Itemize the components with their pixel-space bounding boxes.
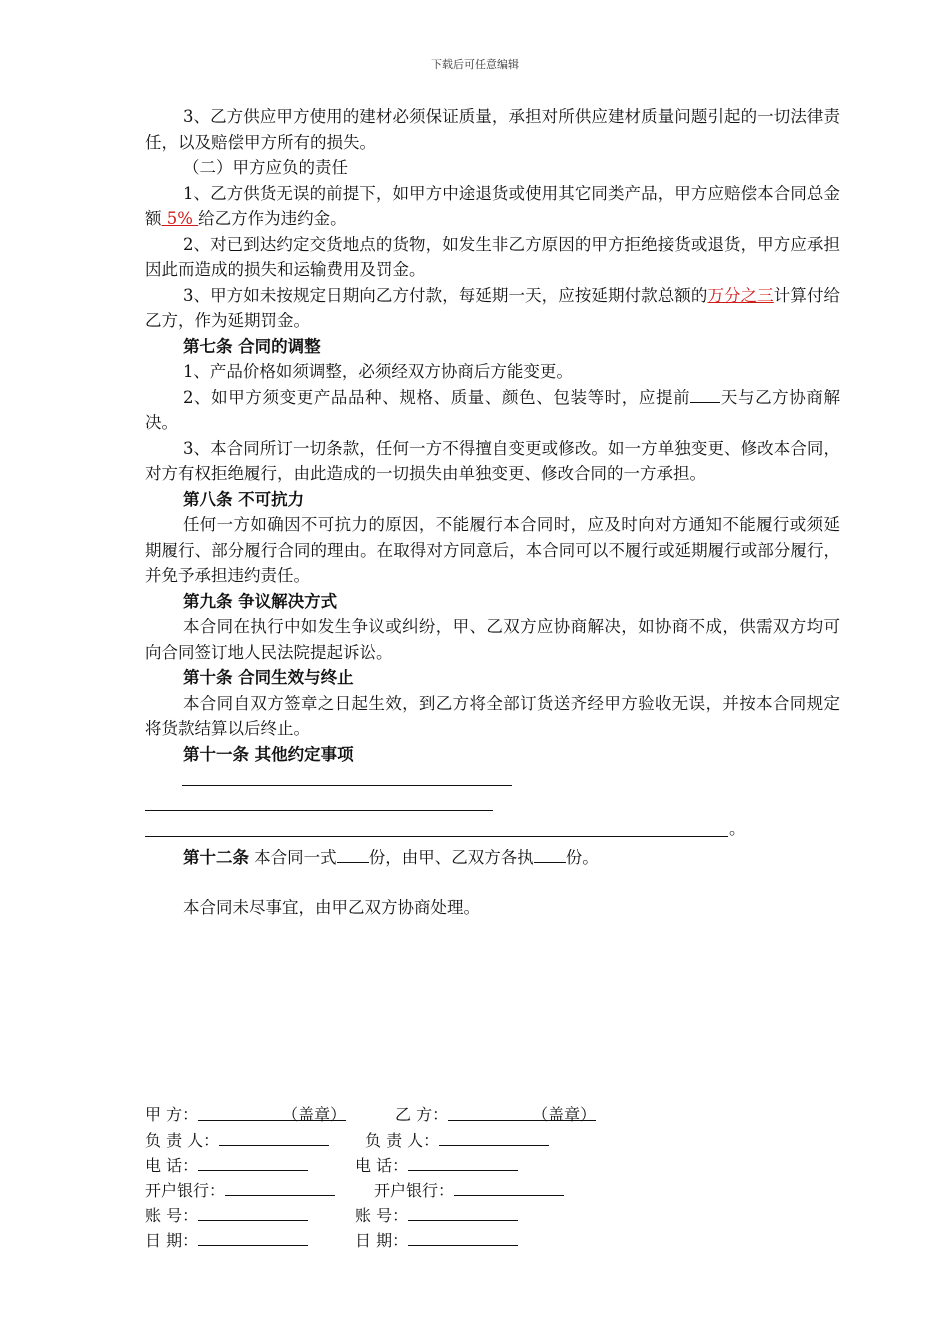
- rep-a-field: 负 责 人：: [145, 1127, 329, 1153]
- buyer-clause-3: 3、甲方如未按规定日期向乙方付款，每延期一天，应按延期付款总额的万分之三计算付给乙方，作为延期罚金。: [145, 285, 841, 330]
- signature-row-account: [145, 1202, 845, 1227]
- article-10-title: 第十条 合同生效与终止: [182, 668, 354, 687]
- blank-line-2: [145, 792, 493, 811]
- article-8-title: 第八条 不可抗力: [182, 489, 305, 509]
- blank-line-1: [182, 767, 512, 786]
- signature-row-date: [145, 1227, 845, 1252]
- article-11-blank-lines: [145, 767, 840, 845]
- signature-row-bank: [145, 1177, 845, 1202]
- bank-a-field: 开户银行：: [145, 1177, 335, 1203]
- article-7-title: 第七条 合同的调整: [182, 336, 321, 356]
- account-b-field: 账 号：: [355, 1202, 518, 1228]
- rep-b-field: 负 责 人：: [365, 1127, 549, 1153]
- copies-total-blank: [337, 845, 369, 863]
- tel-a-field: 电 话：: [145, 1152, 308, 1178]
- tel-b-field: 电 话：: [355, 1152, 518, 1178]
- buyer-clause-1: 1、乙方供货无误的前提下，如甲方中途退货或使用其它同类产品，甲方应赔偿本合同总金额 5% 给乙方作为违约金。: [145, 183, 840, 228]
- article-10-body: 本合同自双方签章之日起生效，到乙方将全部订货送齐经甲方验收无误，并按本合同规定将货款结算以后终止。: [145, 693, 840, 738]
- blank-line-3: [145, 818, 728, 837]
- late-fee-rate: 万分之三: [707, 285, 774, 305]
- date-b-field: 日 期：: [355, 1227, 518, 1253]
- article-8-body: 任何一方如确因不可抗力的原因，不能履行本合同时，应及时向对方通知不能履行或须延期履行、部分履行合同的理由。在取得对方同意后，本合同可以不履行或延期履行或部分履行，并免予承担违约责任。: [145, 515, 840, 585]
- page-header-note: 下载后可任意编辑: [431, 58, 519, 71]
- signature-row-rep: [145, 1127, 845, 1152]
- party-b-field: 乙 方： （盖章）: [395, 1102, 596, 1127]
- article-7-clause-1: 1、产品价格如须调整，必须经双方协商后方能变更。: [182, 362, 573, 381]
- signature-row-party: [145, 1102, 845, 1127]
- article-9-title: 第九条 争议解决方式: [182, 591, 338, 611]
- contract-body: [145, 104, 840, 920]
- article-12: 第十二条 本合同一式 份，由甲、乙双方各执 份。: [145, 845, 840, 871]
- article-7-clause-2: 2、如甲方须变更产品品种、规格、质量、颜色、包装等时，应提前 天与乙方协商解决。: [145, 385, 840, 436]
- section-buyer-responsibility-title: （二）甲方应负的责任: [182, 158, 348, 177]
- closing-remark: 本合同未尽事宜，由甲乙双方协商处理。: [182, 897, 480, 917]
- article-9-body: 本合同在执行中如发生争议或纠纷，甲、乙双方应协商解决，如协商不成，供需双方均可向合同签订地人民法院提起诉讼。: [145, 617, 840, 662]
- penalty-percent: 5%: [161, 209, 199, 228]
- notice-days-blank: [690, 385, 720, 403]
- party-a-field: 甲 方： （盖章）: [145, 1102, 346, 1127]
- supplier-quality-clause: 3、乙方供应甲方使用的建材必须保证质量，承担对所供应建材质量问题引起的一切法律责任，以及赔偿甲方所有的损失。: [145, 107, 840, 152]
- bank-b-field: 开户银行：: [374, 1177, 564, 1203]
- signature-row-tel: [145, 1152, 845, 1177]
- signature-block: [145, 1102, 845, 1252]
- article-11-title: 第十一条 其他约定事项: [182, 744, 354, 764]
- buyer-clause-2: 2、对已到达约定交货地点的货物，如发生非乙方原因的甲方拒绝接货或退货，甲方应承担因此而造成的损失和运输费用及罚金。: [145, 234, 840, 279]
- article-11-period: 。: [729, 819, 746, 838]
- copies-each-blank: [534, 845, 566, 863]
- account-a-field: 账 号：: [145, 1202, 308, 1228]
- article-7-clause-3: 3、本合同所订一切条款，任何一方不得擅自变更或修改。如一方单独变更、修改本合同，对方有权拒绝履行，由此造成的一切损失由单独变更、修改合同的一方承担。: [145, 438, 840, 483]
- date-a-field: 日 期：: [145, 1227, 308, 1253]
